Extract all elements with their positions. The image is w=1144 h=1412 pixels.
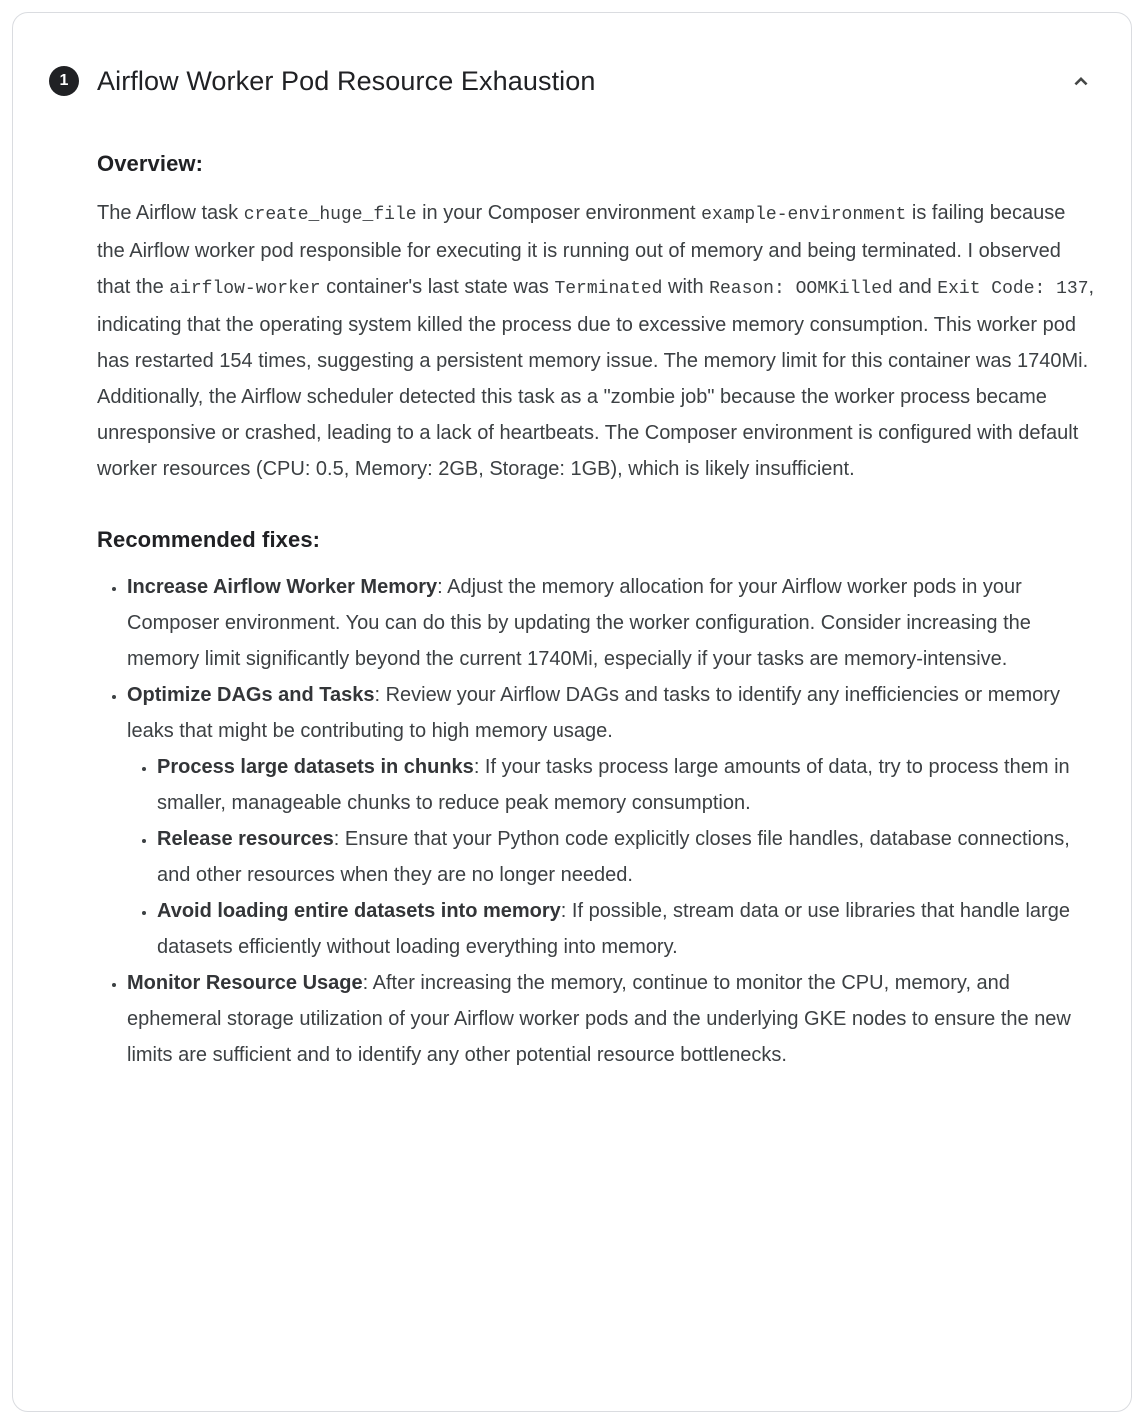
fix-list-item: • Optimize DAGs and Tasks: Review your Airflow DAGs and tasks to identify any inefficiencies or memory leaks that might be contributing to high memory usage. • Process large datasets in chunks: If your tasks process large amounts of data, try to process them in smaller, manageable chunks to reduce peak memory consumption. • Release resources: Ensure that your Python code explicitly closes file handles, database connections, and other resources when they are no longer needed. • Avoid loading entire datasets into memory: If possible, stream data or use libraries that handle large datasets efficiently without loading everything into memory.	[127, 677, 1095, 965]
fix-list-item: • Increase Airflow Worker Memory: Adjust the memory allocation for your Airflow worker pods in your Composer environment. You can do this by updating the worker configuration. Consider increasing the memory limit significantly beyond the current 1740Mi, especially if your tasks are memory-intensive.	[127, 569, 1095, 677]
fix-item-lead: Process large datasets in chunks	[157, 756, 474, 778]
inline-code: airflow-worker	[169, 279, 321, 299]
fix-sublist	[127, 749, 1095, 965]
issue-title: Airflow Worker Pod Resource Exhaustion	[97, 65, 596, 96]
fix-list-item: • Release resources: Ensure that your Python code explicitly closes file handles, database connections, and other resources when they are no longer needed.	[157, 821, 1095, 893]
inline-code: Terminated	[554, 279, 663, 299]
fix-item-lead: Optimize DAGs and Tasks	[127, 684, 375, 706]
fix-item-lead: Release resources	[157, 828, 334, 850]
fix-item-lead: Avoid loading entire datasets into memory	[157, 900, 561, 922]
inline-code: example-environment	[701, 205, 907, 225]
fix-list-item: • Avoid loading entire datasets into memory: If possible, stream data or use libraries that handle large datasets efficiently without loading everything into memory.	[157, 893, 1095, 965]
fix-list-item: • Monitor Resource Usage: After increasing the memory, continue to monitor the CPU, memory, and ephemeral storage utilization of your Airflow worker pods and the underlying GKE nodes to ensure the new limits are sufficient and to identify any other potential resource bottlenecks.	[127, 965, 1095, 1073]
collapse-button[interactable]	[1059, 59, 1103, 103]
issue-card-header	[13, 13, 1131, 103]
overview-heading: Overview:	[97, 151, 204, 176]
inline-code: create_huge_file	[243, 205, 417, 225]
fixes-heading: Recommended fixes:	[97, 527, 321, 552]
issue-number-badge: 1	[49, 66, 79, 96]
overview-paragraph: The Airflow task create_huge_file in your Composer environment example-environment is failing because the Airflow worker pod responsible for executing it is running out of memory and being terminated. I observed that the airflow-worker container's last state was Terminated with Reason: OOMKilled and Exit Code: 137, indicating that the operating system killed the process due to excessive memory consumption. This worker pod has restarted 154 times, suggesting a persistent memory issue. The memory limit for this container was 1740Mi. Additionally, the Airflow scheduler detected this task as a "zombie job" because the worker process became unresponsive or crashed, leading to a lack of heartbeats. The Composer environment is configured with default worker resources (CPU: 0.5, Memory: 2GB, Storage: 1GB), which is likely insufficient.	[97, 202, 1095, 480]
issue-card-content	[13, 151, 1131, 1121]
fix-item-lead: Increase Airflow Worker Memory	[127, 576, 438, 598]
inline-code: Reason: OOMKilled	[709, 279, 893, 299]
fix-list-item: • Process large datasets in chunks: If your tasks process large amounts of data, try to process them in smaller, manageable chunks to reduce peak memory consumption.	[157, 749, 1095, 821]
fix-item-lead: Monitor Resource Usage	[127, 972, 363, 994]
fixes-list	[97, 569, 1095, 1073]
issue-card	[12, 12, 1132, 1412]
inline-code: Exit Code: 137	[937, 279, 1089, 299]
chevron-up-icon	[1067, 67, 1095, 95]
